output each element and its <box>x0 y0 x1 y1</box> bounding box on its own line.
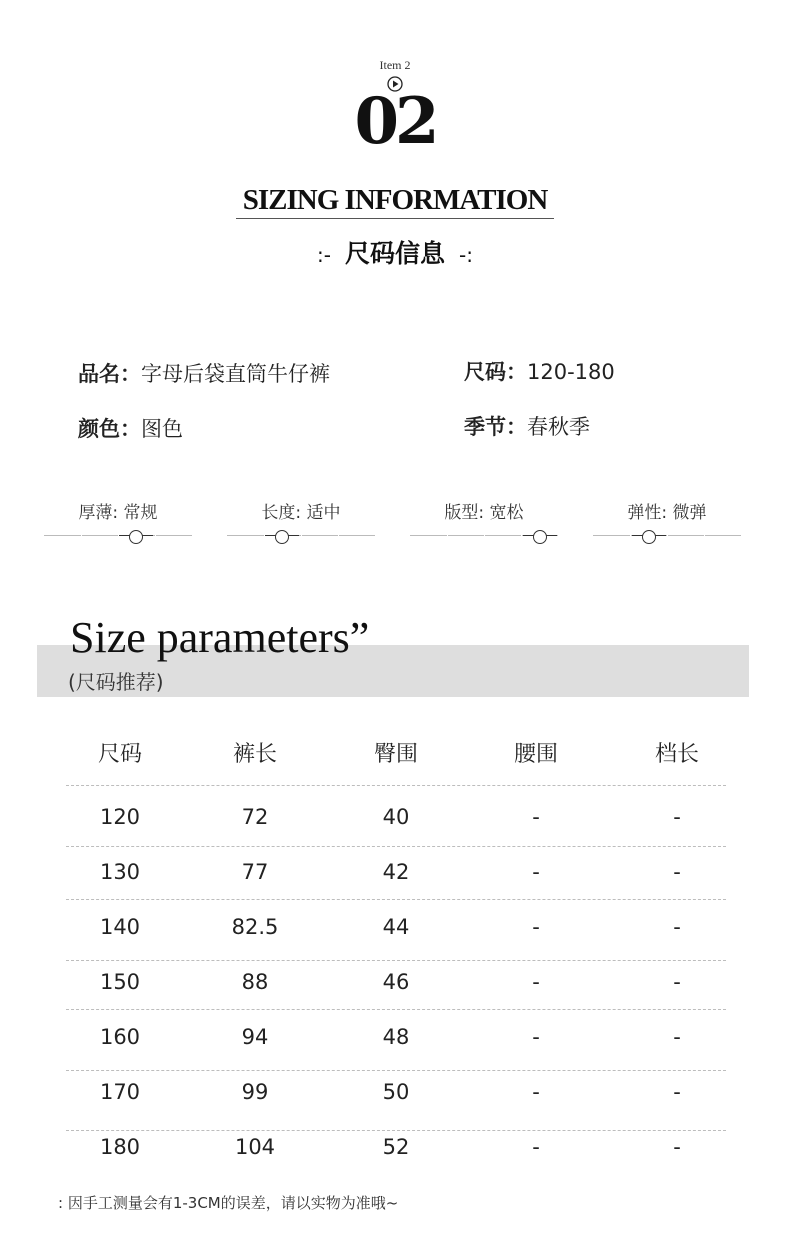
product-season-key: 季节： <box>464 415 527 439</box>
row-divider <box>66 1009 726 1010</box>
cell-waist: - <box>532 1025 540 1049</box>
title-deco-left: :- <box>317 243 331 267</box>
cell-rise: - <box>673 805 681 829</box>
row-divider <box>66 899 726 900</box>
measurement-note: : 因手工测量会有1-3CM的误差，请以实物为准哦~ <box>58 1194 399 1212</box>
cell-length: 94 <box>241 1025 269 1049</box>
cell-waist: - <box>532 970 540 994</box>
col-header-waist: 腰围 <box>513 742 558 767</box>
cell-size: 160 <box>99 1025 141 1049</box>
attr-label: 版型: 宽松 <box>444 503 524 523</box>
row-divider <box>66 846 726 847</box>
cell-size: 170 <box>99 1080 141 1104</box>
cell-rise: - <box>673 970 681 994</box>
cell-length: 72 <box>241 805 269 829</box>
attr-label: 弹性: 微弹 <box>627 503 707 523</box>
attr-knob <box>275 530 289 544</box>
attr-track-gap <box>155 531 156 540</box>
cn-title: 尺码信息 <box>344 239 445 268</box>
cell-size: 150 <box>99 970 141 994</box>
cn-title-line <box>0 234 790 270</box>
row-divider <box>66 960 726 961</box>
cell-length: 77 <box>241 860 269 884</box>
cell-waist: - <box>532 915 540 939</box>
row-divider <box>66 785 726 786</box>
attr-track-gap <box>301 531 302 540</box>
cell-size: 140 <box>99 915 141 939</box>
cell-length: 88 <box>241 970 269 994</box>
cell-rise: - <box>673 915 681 939</box>
cell-hip: 40 <box>382 805 410 829</box>
product-color-value: 图色 <box>141 417 183 441</box>
product-name-key: 品名： <box>78 362 141 386</box>
size-parameters-subtitle: (尺码推荐) <box>68 670 164 694</box>
cell-hip: 50 <box>382 1080 410 1104</box>
title-underline <box>236 218 554 219</box>
item-label: Item 2 <box>379 58 411 72</box>
cell-waist: - <box>532 1135 540 1159</box>
cell-waist: - <box>532 860 540 884</box>
attr-track-gap <box>447 531 448 540</box>
sizing-title: SIZING INFORMATION <box>242 184 548 216</box>
product-season-value: 春秋季 <box>527 415 590 439</box>
cell-hip: 46 <box>382 970 410 994</box>
product-size-key: 尺码： <box>464 360 527 384</box>
cell-size: 180 <box>99 1135 141 1159</box>
product-color <box>78 413 183 443</box>
cell-waist: - <box>532 805 540 829</box>
product-size <box>464 356 615 386</box>
attr-track-gap <box>704 531 705 540</box>
cell-hip: 44 <box>382 915 410 939</box>
attr-track-gap <box>484 531 485 540</box>
cell-length: 82.5 <box>231 915 279 939</box>
cell-waist: - <box>532 1080 540 1104</box>
row-divider <box>66 1070 726 1071</box>
attr-label: 厚薄: 常规 <box>78 503 158 523</box>
product-name <box>78 358 330 388</box>
cell-rise: - <box>673 1080 681 1104</box>
cell-length: 99 <box>241 1080 269 1104</box>
cell-hip: 42 <box>382 860 410 884</box>
product-size-value: 120-180 <box>527 360 615 384</box>
col-header-size: 尺码 <box>97 742 142 767</box>
cell-hip: 48 <box>382 1025 410 1049</box>
attr-knob <box>642 530 656 544</box>
product-season <box>464 411 590 441</box>
attr-knob <box>129 530 143 544</box>
product-name-value: 字母后袋直筒牛仔裤 <box>141 362 330 386</box>
attr-track-gap <box>338 531 339 540</box>
cell-rise: - <box>673 860 681 884</box>
cell-hip: 52 <box>382 1135 410 1159</box>
cell-rise: - <box>673 1025 681 1049</box>
title-deco-right: -: <box>459 243 473 267</box>
size-parameters-title: Size parameters” <box>70 613 370 662</box>
attr-track-gap <box>630 531 631 540</box>
cell-rise: - <box>673 1135 681 1159</box>
row-divider <box>66 1130 726 1131</box>
cell-size: 120 <box>99 805 141 829</box>
product-color-key: 颜色： <box>78 417 141 441</box>
cell-length: 104 <box>234 1135 276 1159</box>
attr-track-gap <box>667 531 668 540</box>
attr-knob <box>533 530 547 544</box>
col-header-hip: 臀围 <box>373 742 418 767</box>
attr-track-gap <box>521 531 522 540</box>
col-header-length: 裤长 <box>232 742 277 767</box>
attr-label: 长度: 适中 <box>261 503 341 523</box>
attr-track-gap <box>81 531 82 540</box>
cell-size: 130 <box>99 860 141 884</box>
section-number: 02 <box>354 84 436 159</box>
col-header-rise: 档长 <box>654 742 699 767</box>
